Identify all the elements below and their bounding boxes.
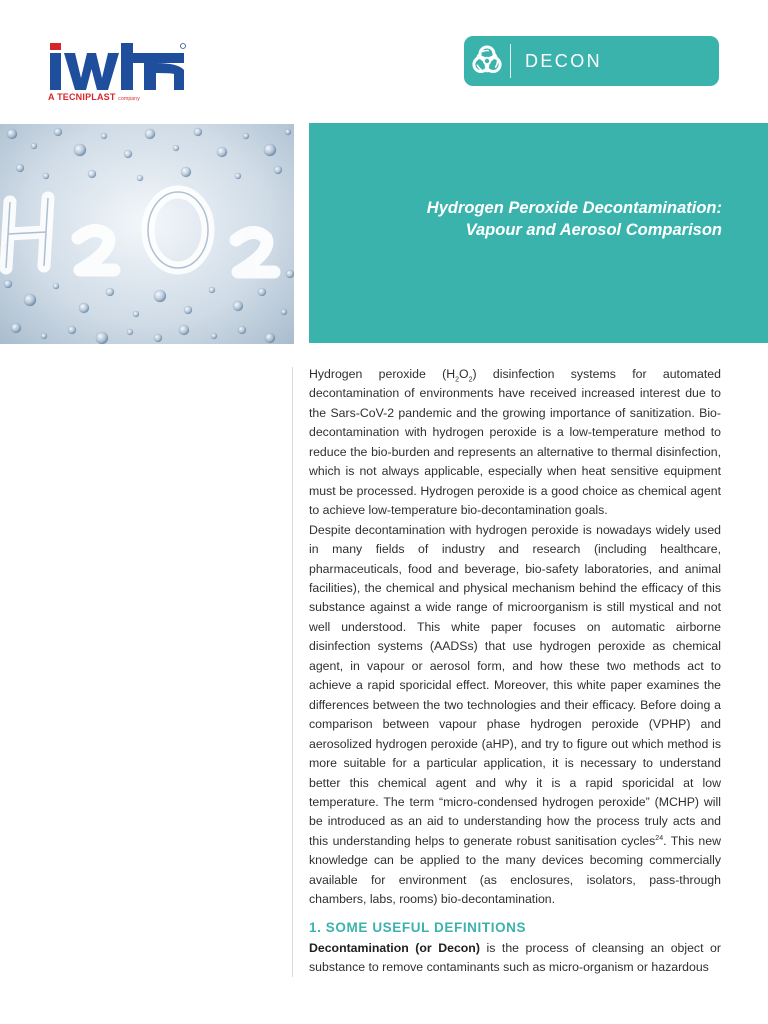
- title-banner: [309, 123, 768, 343]
- iwt-wordmark-icon: [48, 40, 188, 92]
- biohazard-icon: [470, 44, 504, 78]
- document-title: [342, 197, 722, 241]
- decon-label: DECON: [525, 50, 603, 71]
- definition-term: Decontamination (or Decon): [309, 940, 480, 955]
- logo-tagline: A TECNIPLAST company: [48, 92, 140, 102]
- intro-paragraph: Hydrogen peroxide $(H_2O_2)$ disinfection systems for automated decontamination of environments have received increased interest due to the Sars-CoV-2 pandemic and the growing importance of sanitization. Bio-decontamination with hydrogen peroxide is a low-temperature method to reduce the bio-burden and represents an alternative to thermal disinfection, which is not always applicable, especially when heat sensitive equipment must be processed. Hydrogen peroxide is a good choice as chemical agent to achieve low-temperature bio-decontamination goals.: [309, 367, 721, 518]
- iwt-logo[interactable]: [48, 40, 188, 102]
- title-line-2: Vapour and Aerosol Comparison: [465, 221, 722, 239]
- section-heading-definitions: 1. SOME USEFUL DEFINITIONS: [309, 919, 527, 935]
- badge-separator: [510, 44, 511, 78]
- h2o2-droplets-image: [0, 124, 294, 344]
- title-line-1: Hydrogen Peroxide Decontamination:: [426, 199, 722, 217]
- definition-paragraph: Decontamination (or Decon) is the process of cleansing an object or substance to remove contaminants such as micro-organism or hazardous: [309, 940, 721, 975]
- body-content: [309, 365, 721, 978]
- scope-paragraph: Despite decontamination with hydrogen peroxide is nowadays widely used in many fields of industry and research (including healthcare, pharmaceuticals, food and beverage, bio-safety laboratories, and animal facilities), the chemical and physical mechanism behind the efficacy of this substance against a wide range of microorganism is still mystical and not well understood. This white paper focuses on automatic airborne disinfection systems (AADSs) that use hydrogen peroxide as chemical agent, in vapour or aerosol form, and how these two methods act to achieve a rapid sporicidal effect. Moreover, this white paper examines the differences between the two technologies and their efficacy. Before doing a comparison between vapour phase hydrogen peroxide (VPHP) and aerosolized hydrogen peroxide (aHP), and try to figure out which method is more suitable for a particular application, it is necessary to understand better this chemical agent and why it is a rapid sporicidal at low temperature. The term “micro-condensed hydrogen peroxide” (MCHP) will be introduced as an aid to understanding how the process truly acts and this understanding helps to generate robust sanitisation cycles$^{24}$. This new knowledge can be applied to the many devices becoming commercially available for environment (as enclosures, isolators, pass-through chambers, labs, rooms) bio-decontamination.: [309, 522, 721, 907]
- decon-badge[interactable]: [464, 36, 719, 86]
- column-divider: [292, 367, 293, 977]
